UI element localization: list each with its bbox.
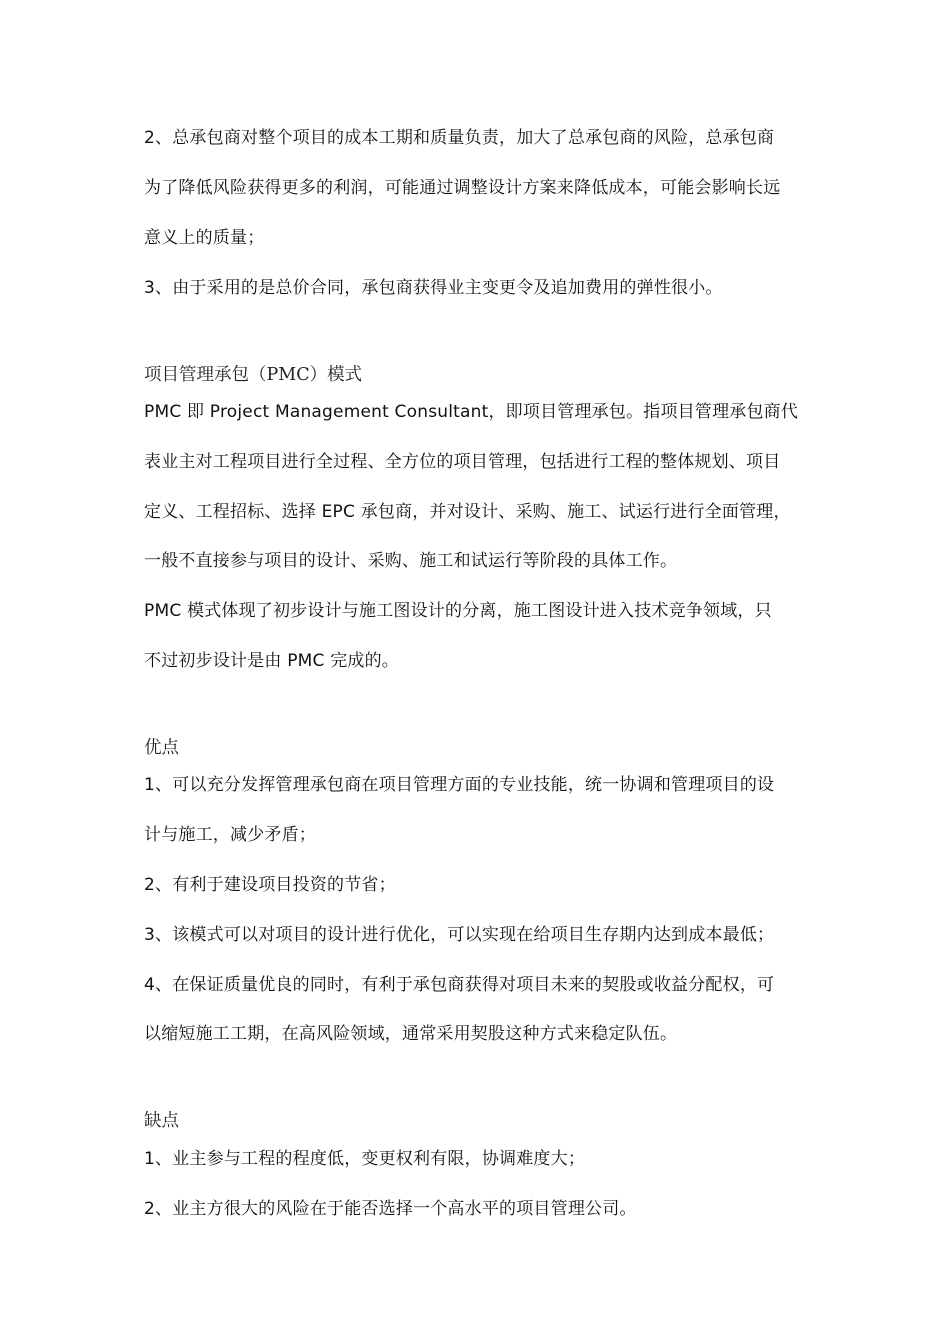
paragraph-line: 定义、工程招标、选择 EPC 承包商，并对设计、采购、施工、试运行进行全面管理， bbox=[144, 502, 791, 522]
paragraph-line: 1、业主参与工程的程度低，变更权利有限，协调难度大； bbox=[144, 1149, 586, 1169]
section-heading-pmc: 项目管理承包（PMC）模式 bbox=[144, 365, 363, 385]
paragraph-line: PMC 模式体现了初步设计与施工图设计的分离，施工图设计进入技术竞争领域，只 bbox=[144, 601, 772, 621]
paragraph-line: 以缩短施工工期，在高风险领域，通常采用契股这种方式来稳定队伍。 bbox=[144, 1024, 678, 1044]
paragraph-line: 意义上的质量； bbox=[144, 228, 265, 248]
section-heading-disadvantages: 缺点 bbox=[144, 1111, 179, 1131]
paragraph-line: 2、业主方很大的风险在于能否选择一个高水平的项目管理公司。 bbox=[144, 1199, 637, 1219]
section-heading-advantages: 优点 bbox=[144, 738, 179, 758]
paragraph-line: 3、该模式可以对项目的设计进行优化，可以实现在给项目生存期内达到成本最低； bbox=[144, 925, 775, 945]
paragraph-line: 2、有利于建设项目投资的节省； bbox=[144, 875, 396, 895]
paragraph-line: 一般不直接参与项目的设计、采购、施工和试运行等阶段的具体工作。 bbox=[144, 551, 678, 571]
paragraph-line: 4、在保证质量优良的同时，有利于承包商获得对项目未来的契股或收益分配权，可 bbox=[144, 975, 775, 995]
paragraph-line: 1、可以充分发挥管理承包商在项目管理方面的专业技能，统一协调和管理项目的设 bbox=[144, 775, 775, 795]
paragraph-line: 表业主对工程项目进行全过程、全方位的项目管理，包括进行工程的整体规划、项目 bbox=[144, 452, 781, 472]
paragraph-line: PMC 即 Project Management Consultant，即项目管理承包。指项目管理承包商代 bbox=[144, 402, 799, 422]
paragraph-line: 为了降低风险获得更多的利润，可能通过调整设计方案来降低成本，可能会影响长远 bbox=[144, 178, 781, 198]
paragraph-line: 3、由于采用的是总价合同，承包商获得业主变更令及追加费用的弹性很小。 bbox=[144, 278, 723, 298]
paragraph-line: 计与施工，减少矛盾； bbox=[144, 825, 316, 845]
paragraph-line: 不过初步设计是由 PMC 完成的。 bbox=[144, 651, 399, 671]
paragraph-line: 2、总承包商对整个项目的成本工期和质量负责，加大了总承包商的风险，总承包商 bbox=[144, 128, 775, 148]
